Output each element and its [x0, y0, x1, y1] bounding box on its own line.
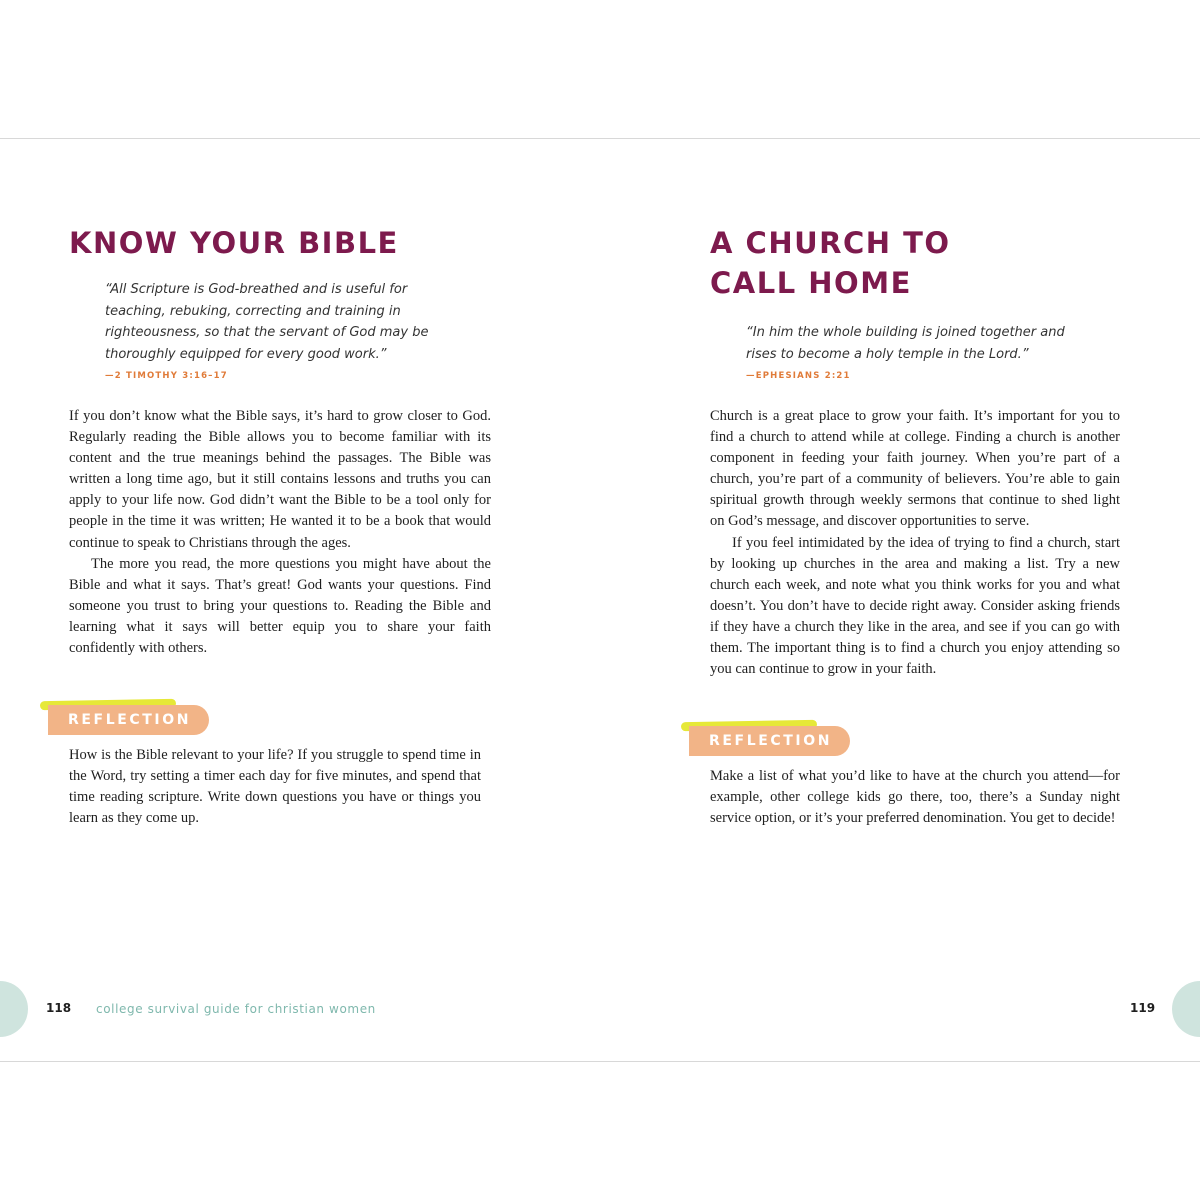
body-text: [710, 406, 1120, 680]
page-number: 118: [46, 1001, 72, 1015]
reflection-tag: REFLECTION: [48, 705, 209, 735]
page-number: 119: [1130, 1001, 1156, 1015]
page-title: [710, 223, 951, 303]
body-paragraph: Church is a great place to grow your faith. It’s important for you to find a church to attend while at college. Finding a church is another component in feeding your faith journey. When you’re part of a church, you’re part of a community of believers. You’re able to gain spiritual growth through weekly sermons that continue to shed light on God’s message, and discover opportunities to serve.: [710, 408, 1120, 530]
reflection-text: [69, 745, 481, 829]
reflection-tag: REFLECTION: [689, 726, 850, 756]
body-text: [69, 406, 491, 659]
body-paragraph: If you feel intimidated by the idea of trying to find a church, start by looking up churches in the area and making a list. Try a new church each week, and note what you think works for you and what doesn’t. You don’t have to decide right away. Consider asking friends if they have a church they like in the area, and see if you can go with them. The important thing is to find a church you enjoy attending so you can continue to grow in your faith.: [710, 534, 1120, 678]
body-paragraph: The more you read, the more questions you might have about the Bible and what it says. That’s great! God wants your questions. Find someone you trust to bring your questions to. Reading the Bible and learning what it says will better equip you to share your faith confidently with others.: [69, 555, 491, 657]
body-paragraph: If you don’t know what the Bible says, it’s hard to grow closer to God. Regularly reading the Bible allows you to become familiar with its content and the true meanings behind the passages. The Bible was written a long time ago, but it still contains lessons and truths you can apply to your life now. God didn’t want the Bible to be a tool only for people in the time it was written; He wanted it to be a book that would continue to speak to Christians through the ages.: [69, 408, 491, 551]
book-spread: [0, 138, 1200, 1062]
scripture-quote: “In him the whole building is joined together and rises to become a holy temple in the Lord.”: [746, 325, 1065, 362]
running-head: college survival guide for christian women: [96, 1002, 376, 1016]
page-edge-tab: [1172, 981, 1200, 1037]
page-edge-tab: [0, 981, 28, 1037]
reflection-paragraph: How is the Bible relevant to your life? If you struggle to spend time in the Word, try setting a timer each day for five minutes, and spend that time reading scripture. Write down questions you have or things you learn as they come up.: [69, 747, 481, 827]
title-line: A CHURCH TO: [710, 226, 951, 260]
scripture-citation: —EPHESIANS 2:21: [746, 371, 851, 381]
reflection-paragraph: Make a list of what you’d like to have at the church you attend—for example, other college kids go there, too, there’s a Sunday night service option, or it’s your preferred denomination. You get to decide!: [710, 768, 1120, 827]
title-line: CALL HOME: [710, 266, 912, 300]
page-title: KNOW YOUR BIBLE: [69, 226, 399, 260]
scripture-quote: “All Scripture is God-breathed and is useful for teaching, rebuking, correcting and training in righteousness, so that the servant of God may be thoroughly equipped for every good work.”: [105, 282, 429, 362]
reflection-text: [710, 766, 1120, 829]
left-page: [0, 139, 600, 1063]
scripture-citation: —2 TIMOTHY 3:16–17: [105, 371, 228, 381]
right-page: [600, 139, 1200, 1063]
